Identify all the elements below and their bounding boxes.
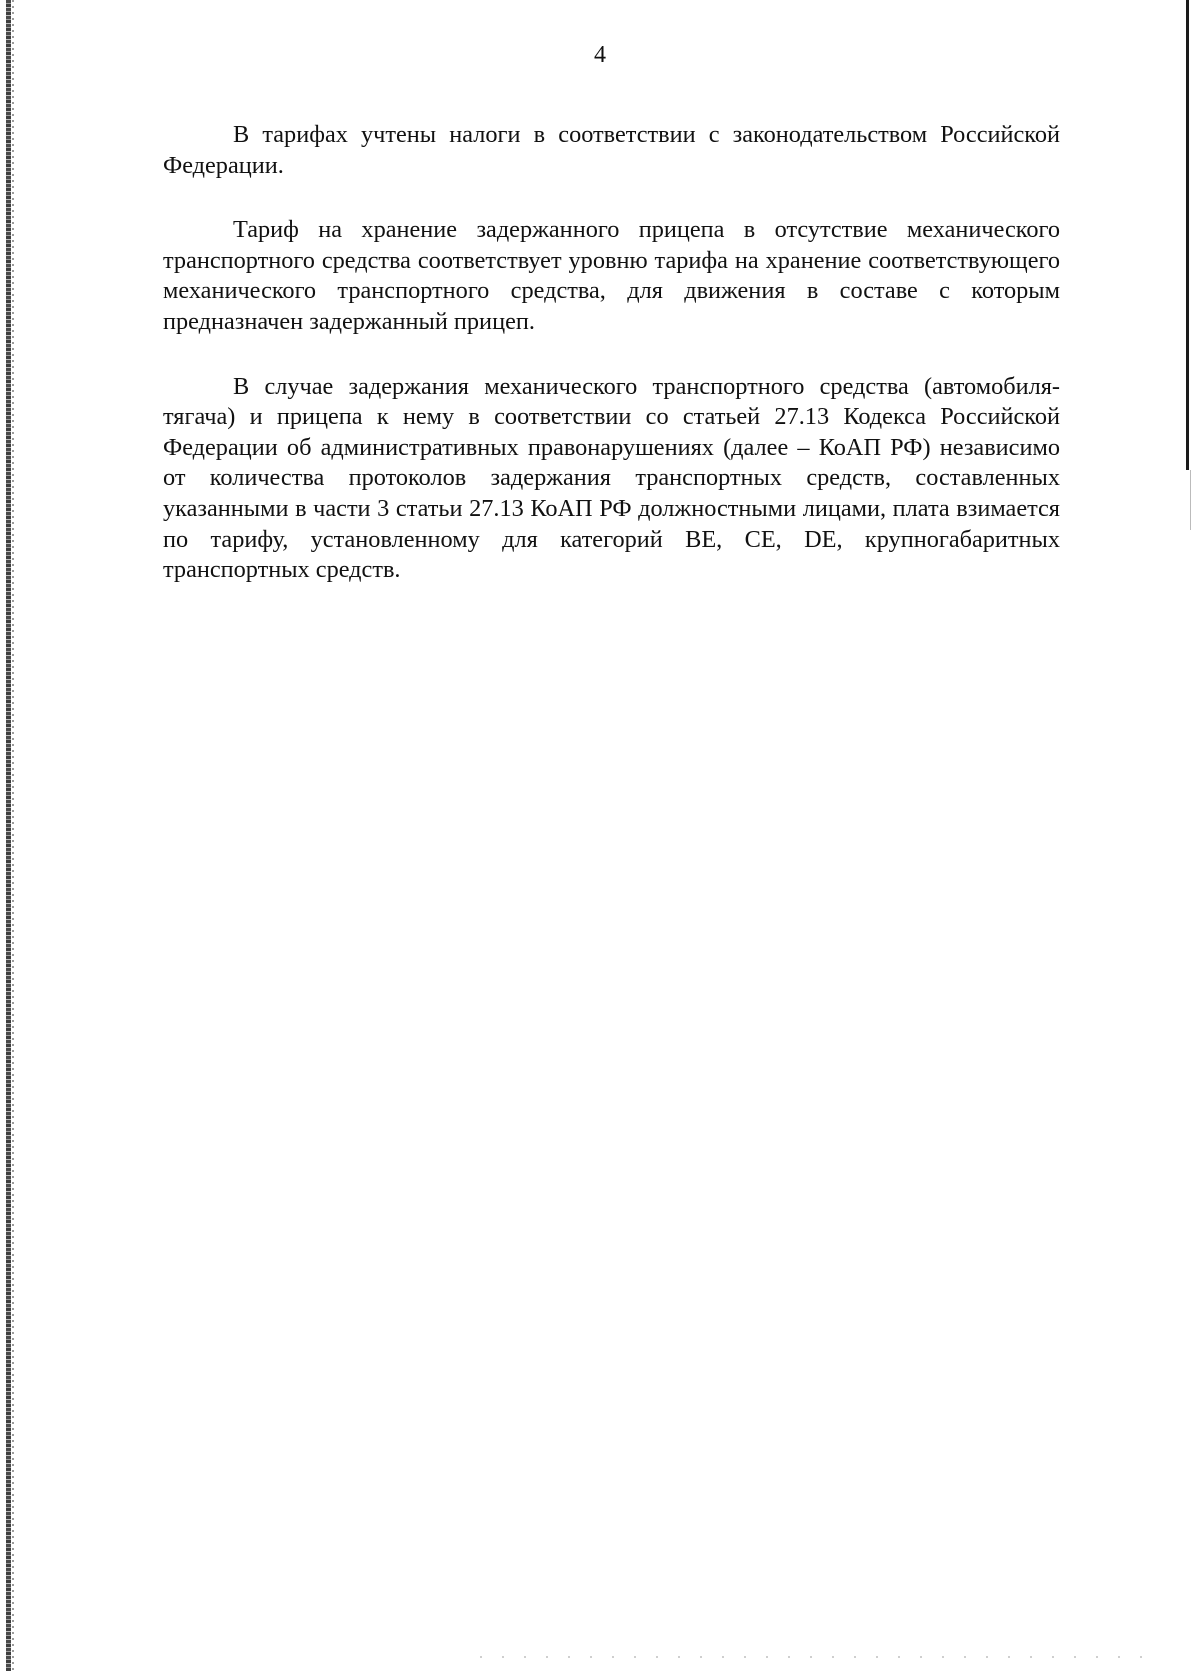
scan-edge-right <box>1186 0 1189 470</box>
scan-dust-bottom <box>480 1656 1160 1658</box>
scan-edge-right-faint <box>1190 470 1191 530</box>
paragraph-trailer-storage-tariff: Тариф на хранение задержанного прицепа в отсутствие механического транспортного средства соответствует уровню тарифа на хранение соответствующего механического транспортного средства, для движения в составе с которым предназначен задержанный прицеп. <box>163 216 1060 335</box>
page-number: 4 <box>594 42 606 68</box>
scan-edge-left <box>6 0 11 1671</box>
scan-edge-left-inner <box>12 0 14 1671</box>
paragraph-taxes: В тарифах учтены налоги в соответствии с законодательством Российской Федерации. <box>163 121 1060 179</box>
paragraph-vehicle-detention-fee: В случае задержания механического транспортного средства (автомобиля-тягача) и прицепа к нему в соответствии со статьей 27.13 Кодекса Российской Федерации об административных правонарушениях (далее – КоАП РФ) независимо от количества протоколов задержания транспортных средств, составленных указанными в части 3 статьи 27.13 КоАП РФ должностными лицами, плата взимается по тарифу, установленному для категорий BE, CE, DE, крупногабаритных транспортных средств. <box>163 372 1060 584</box>
document-body <box>163 120 1060 620</box>
